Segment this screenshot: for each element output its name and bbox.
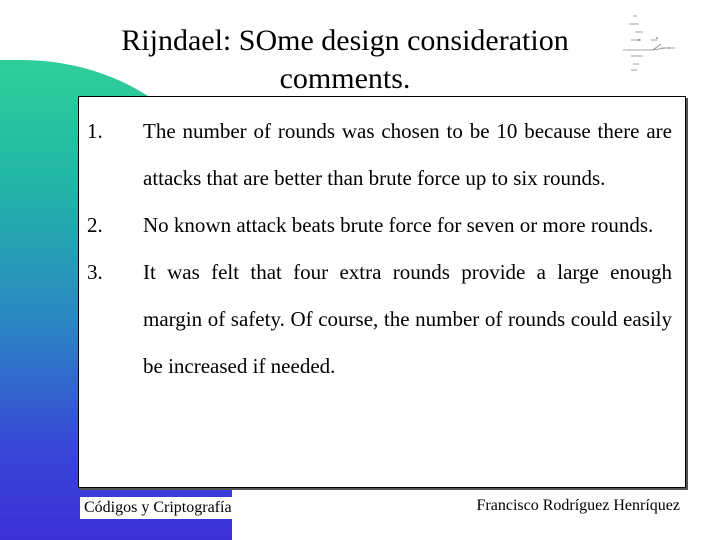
list-item-text: The number of rounds was chosen to be 10 because there are attacks that are better than brute force up to six rounds.	[143, 119, 672, 190]
list-item-text: It was felt that four extra rounds provide a large enough margin of safety. Of course, the number of rounds could easily be increased if needed.	[143, 260, 672, 378]
list-item-text: No known attack beats brute force for seven or more rounds.	[143, 213, 654, 237]
list-item	[87, 97, 672, 202]
footer-author-name: Francisco Rodríguez Henríquez	[476, 497, 680, 514]
logo-icon	[617, 10, 683, 74]
footer-course-name: Códigos y Criptografía	[80, 497, 236, 519]
list-item-number: 2.	[87, 213, 103, 237]
list-item	[87, 202, 672, 249]
list-item	[87, 249, 672, 390]
list-item-number: 1.	[87, 119, 103, 143]
slide-title	[80, 22, 610, 98]
slide-title-line-2: comments.	[279, 62, 411, 95]
content-box	[78, 96, 686, 488]
list-item-number: 3.	[87, 260, 103, 284]
slide-title-line-1: Rijndael: SOme design consideration	[121, 24, 569, 57]
numbered-list	[87, 97, 672, 390]
